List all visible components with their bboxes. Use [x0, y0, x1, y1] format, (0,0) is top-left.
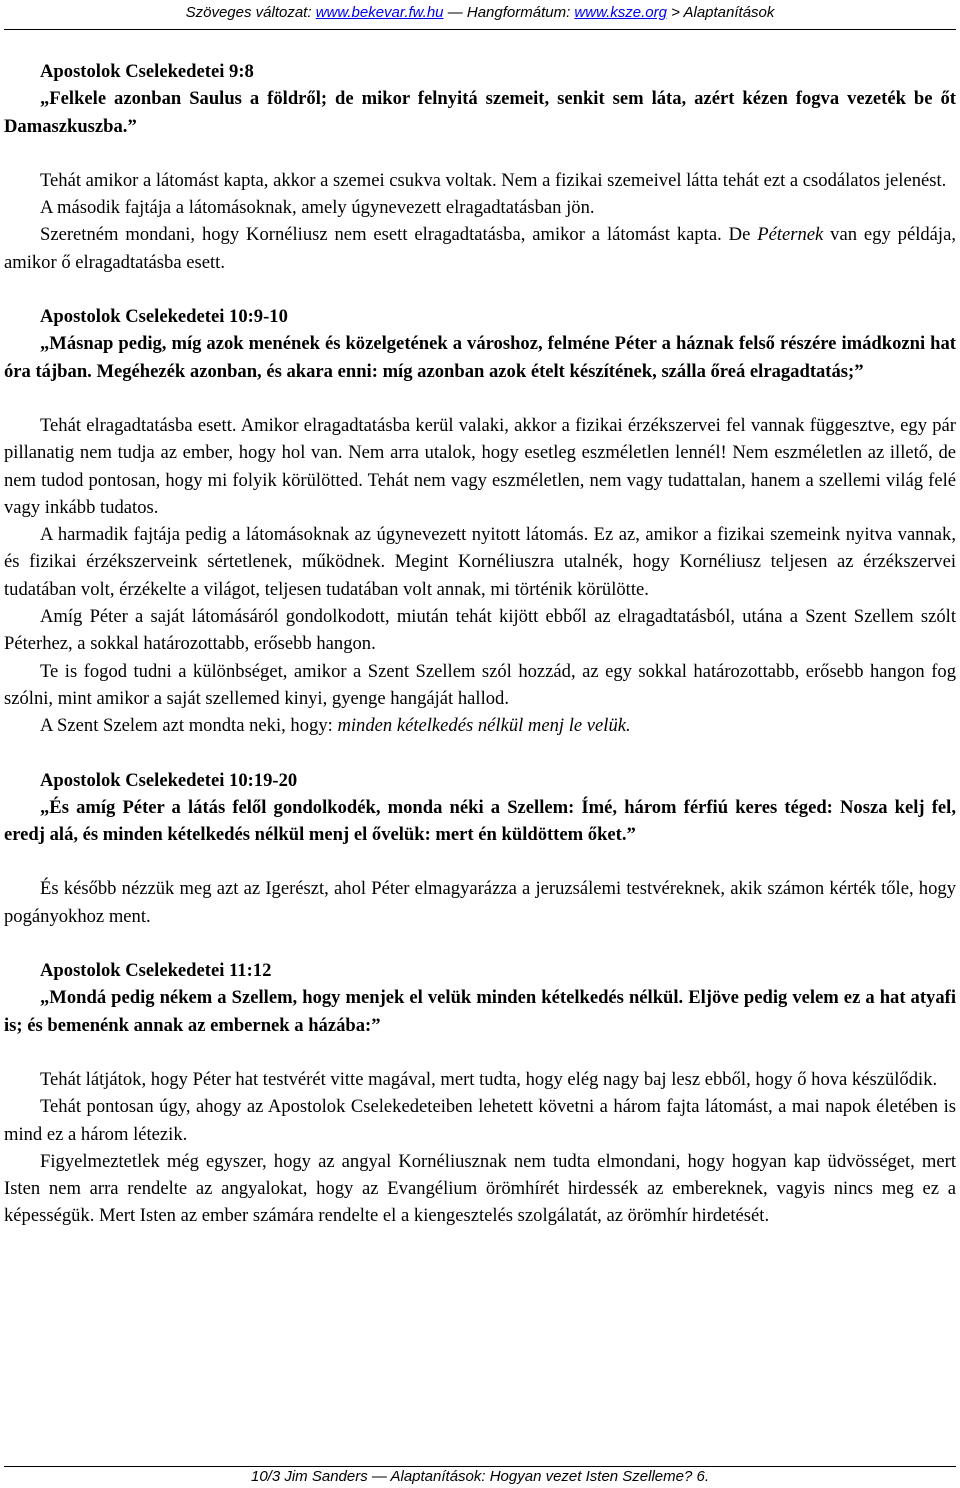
paragraph: És később nézzük meg azt az Igerészt, ahol Péter elmagyarázza a jeruzsálemi testvéreknek, akik számon kérték tőle, hogy pogányokhoz ment.	[4, 878, 956, 927]
header-label-text: Szöveges változat:	[185, 4, 316, 21]
paragraph: A harmadik fajtája pedig a látomásoknak az úgynevezett nyitott látomás. Ez az, amikor a fizikai szemeink nyitva vannak, és fizikai érzékszerveink sértetlenek, működnek. Megint Kornéliuszra utalnék, hogy Kornéliusz teljesen az érzékszervei tudatában volt, érzékelte a világot, teljesen tudatában volt annak, mi történik körülötte.	[4, 524, 956, 600]
scripture-reference: Apostolok Cselekedetei 11:12	[40, 960, 272, 982]
text-version-link[interactable]: www.bekevar.fw.hu	[315, 4, 444, 21]
audio-version-link[interactable]: www.ksze.org	[574, 4, 667, 21]
document-body	[4, 58, 956, 1230]
scripture-quote: „És amíg Péter a látás felől gondolkodék, monda néki a Szellem: Ímé, három férfiú keres téged: Nosza kelj fel, eredj alá, és minden kételkedés nélkül menj el ővelük: mert én küldöttem őket.”	[4, 796, 956, 846]
scripture-quote: „Felkele azonban Saulus a földről; de mikor felnyitá szemeit, senkit sem láta, azért kézen fogva vezeték be őt Damaszkuszba.”	[4, 88, 956, 137]
paragraph: A második fajtája a látomásoknak, amely úgynevezett elragadtatásban jön.	[40, 197, 595, 219]
emphasis-text: Péternek	[757, 224, 824, 246]
paragraph: Tehát látjátok, hogy Péter hat testvérét vitte magával, mert tudta, hogy elég nagy baj lesz ebből, hogy ő hova készülődik.	[40, 1068, 938, 1090]
paragraph: Figyelmeztetlek még egyszer, hogy az angyal Kornéliusznak nem tudta elmondani, hogy hogyan kap üdvösséget, mert Isten nem arra rendelte az angyalokat, hogy az Evangélium örömhírét hirdessék az embereknek, vagyis nincs meg ez a képességük. Mert Isten az ember számára rendelte el a kiengesztelés szolgálatát, az örömhír hirdetését.	[4, 1150, 956, 1227]
header-breadcrumb: > Alaptanítások	[666, 4, 775, 21]
paragraph: Te is fogod tudni a különbséget, amikor a Szent Szellem szól hozzád, az egy sokkal határozottabb, erősebb hangon fog szólni, mint amikor a saját szellemed kinyi, gyenge hangáját hallod.	[4, 660, 956, 709]
paragraph	[4, 712, 956, 739]
paragraph: Tehát elragadtatásba esett. Amikor elragadtatásba kerül valaki, akkor a fizikai érzékszervei fel vannak függesztve, egy pár pillanatig nem tudja az ember, hogy hol van. Nem arra utalok, hogy esetleg eszméletlen lennél! Nem eszméletlen az illető, de nem tudod pontosan, hogy mi folyik körülötted. Tehát nem vagy eszméletlen, nem vagy tudattalan, hanem a szellemi világ felé vagy inkább tudatos.	[4, 414, 956, 518]
paragraph-text: A Szent Szelem azt mondta neki, hogy:	[40, 715, 338, 737]
scripture-quote: „Másnap pedig, míg azok menének és közelgetének a városhoz, felméne Péter a háznak felső részére imádkozni hat óra tájban. Megéhezék azonban, és akara enni: míg azonban azok ételt készítének, szálla őreá elragadtatás;”	[4, 333, 956, 382]
scripture-reference: Apostolok Cselekedetei 10:9-10	[40, 306, 288, 328]
scripture-reference: Apostolok Cselekedetei 9:8	[40, 61, 254, 82]
paragraph: Amíg Péter a saját látomásáról gondolkodott, miután tehát kijött ebből az elragadtatásból, utána a Szent Szellem szólt Péterhez, a sokkal határozottabb, erősebb hangon.	[4, 606, 956, 655]
header-divider	[4, 29, 956, 30]
paragraph	[4, 221, 956, 276]
paragraph-text: van egy példája, amikor ő elragadtatásba esett.	[4, 224, 956, 273]
paragraph: Tehát amikor a látomást kapta, akkor a szemei csukva voltak. Nem a fizikai szemeivel látta tehát ezt a csodálatos jelenést.	[40, 169, 947, 191]
scripture-quote: „Mondá pedig nékem a Szellem, hogy menjek el velük minden kételkedés nélkül. Eljöve pedig velem ez a hat atyafi is; és bemenénk annak az embernek a házába:”	[4, 987, 956, 1036]
header-separator: — Hangformátum:	[443, 4, 575, 21]
paragraph-text: Szeretném mondani, hogy Kornéliusz nem esett elragadtatásba, amikor a látomást kapta. De	[40, 224, 758, 246]
page-header	[0, 0, 960, 30]
scripture-reference: Apostolok Cselekedetei 10:19-20	[40, 769, 298, 791]
emphasis-text: minden kételkedés nélkül menj le velük.	[337, 715, 631, 737]
paragraph: Tehát pontosan úgy, ahogy az Apostolok Cselekedeteiben lehetett követni a három fajta látomást, a mai napok életében is mind ez a három létezik.	[4, 1096, 956, 1145]
page-footer: 10/3 Jim Sanders — Alaptanítások: Hogyan vezet Isten Szelleme? 6.	[250, 1468, 710, 1485]
